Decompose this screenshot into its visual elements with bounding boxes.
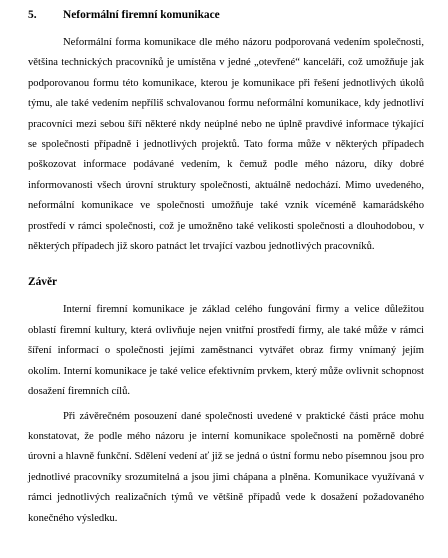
conclusion-heading: Závěr <box>28 276 58 289</box>
section-title: Neformální firemní komunikace <box>63 9 220 21</box>
document-page <box>28 8 424 529</box>
spacer <box>28 257 424 275</box>
section-heading <box>28 8 424 23</box>
conclusion-paragraph-2: Při závěrečném posouzení dané společnosti uvedené v praktické části práce mohu konstatovat, že podle mého názoru je interní komunikace společnosti na poměrně dobré úrovni a hlavně funkční. Sdělení vedení ať již se jedná o ústní formu nebo písemnou jsou pro jednotlivé pracovníky srozumitelná a jsou jimi chápana a plněna. Komunikace využívaná v rámci jednotlivých realizačních týmů ve většině případů vede k dosažení požadovaného konečného výsledku. <box>28 410 424 524</box>
conclusion-paragraph-1: Interní firemní komunikace je základ celého fungování firmy a velice důležitou oblastí firemní kultury, která ovlivňuje nejen vnitřní prostředí firmy, ale také může v rámci šíření informací o společnosti jejími zaměstnanci vytvářet obraz firmy vnímaný jejím okolím. Interní komunikace je také velice efektivním prvkem, který může ovlivnit schopnost dosažení firemních cílů. <box>28 304 424 398</box>
section-paragraph: Neformální forma komunikace dle mého názoru podporovaná vedením společnosti, většina technických pracovníků je umístěna v jedné „otevřené“ kanceláři, což umožňuje jak podporovanou formu této komunikace, kterou je komunikace při řešení jednotlivých úkolů týmu, ale také vedením nepříliš schvalovanou formu neformální komunikace, kdy jednotliví pracovníci mezi sebou šíří některé nkdy neúplné nebo ne úplně pravdivé informace týkající se společnosti případně i jednotlivých projektů. Tato forma může v některých případech poškozovat informace podávané vedením, k čemuž podle mého názoru, díky dobré informovanosti všech úrovní struktury společnosti, aktuálně nedochází. Mimo uvedeného, neformální komunikace ve společnosti umožňuje také vznik víceméně kamarádského prostředí v rámci společnosti, což je umožněno také velikosti společnosti a dlouhodobou, v některých případech již skoro patnáct let trvající vazbou jednotlivých pracovníků. <box>28 37 424 253</box>
section-number: 5. <box>28 9 37 21</box>
